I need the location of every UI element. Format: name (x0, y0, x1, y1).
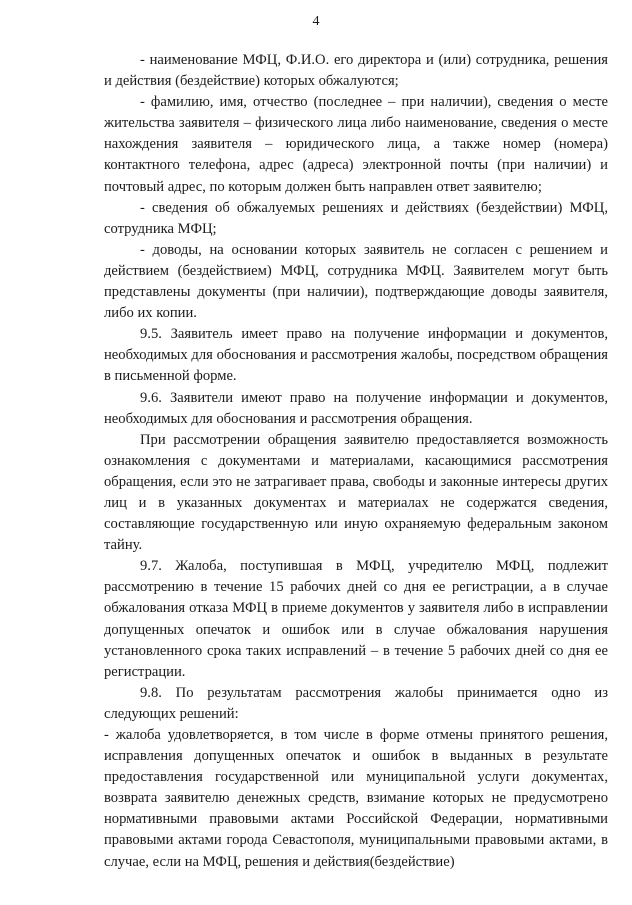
paragraph-review-access: При рассмотрении обращения заявителю предоставляется возможность ознакомления с документами и материалами, касающимися рассмотрения обращения, если это не затрагивает права, свободы и законные интересы других лиц и в указанных документах и материалах не содержатся сведения, составляющие государственную или иную охраняемую федеральным законом тайну. (104, 431, 608, 554)
page-number: 4 (312, 14, 320, 29)
paragraph-9-6: 9.6. Заявители имеют право на получение информации и документов, необходимых для обоснования и рассмотрения обращения. (104, 389, 608, 427)
paragraph-appealed-decisions: - сведения об обжалуемых решениях и действиях (бездействии) МФЦ, сотрудника МФЦ; (104, 199, 608, 237)
paragraph-9-7: 9.7. Жалоба, поступившая в МФЦ, учредителю МФЦ, подлежит рассмотрению в течение 15 рабочих дней со дня ее регистрации, а в случае обжалования отказа МФЦ в приеме документов у заявителя либо в исправлении допущенных опечаток и ошибок или в случае обжалования нарушения установленного срока таких исправлений – в течение 5 рабочих дней со дня ее регистрации. (104, 558, 608, 680)
paragraph-complaint-satisfied: - жалоба удовлетворяется, в том числе в форме отмены принятого решения, исправления допущенных опечаток и ошибок в выданных в результате предоставления государственной или муниципальной услуги документах, возврата заявителю денежных средств, взимание которых не предусмотрено нормативными правовыми актами Российской Федерации, нормативными правовыми актами города Севастополя, муниципальными правовыми актами, в случае, если на МФЦ, решения и действия(бездействие) (104, 727, 608, 870)
document-body (104, 50, 608, 873)
paragraph-9-5: 9.5. Заявитель имеет право на получение информации и документов, необходимых для обоснования и рассмотрения жалобы, посредством обращения в письменной форме. (104, 326, 608, 385)
paragraph-mfc-name: - наименование МФЦ, Ф.И.О. его директора и (или) сотрудника, решения и действия (бездействие) которых обжалуются; (104, 52, 608, 90)
paragraph-applicant-details: - фамилию, имя, отчество (последнее – при наличии), сведения о месте жительства заявителя – физического лица либо наименование, сведения о месте нахождения заявителя – юридического лица, а также номер (номера) контактного телефона, адрес (адреса) электронной почты (при наличии) и почтовый адрес, по которым должен быть направлен ответ заявителю; (104, 94, 608, 195)
paragraph-arguments: - доводы, на основании которых заявитель не согласен с решением и действием (бездействием) МФЦ, сотрудника МФЦ. Заявителем могут быть представлены документы (при наличии), подтверждающие доводы заявителя, либо их копии. (104, 241, 608, 322)
paragraph-9-8: 9.8. По результатам рассмотрения жалобы принимается одно из следующих решений: (104, 684, 608, 722)
